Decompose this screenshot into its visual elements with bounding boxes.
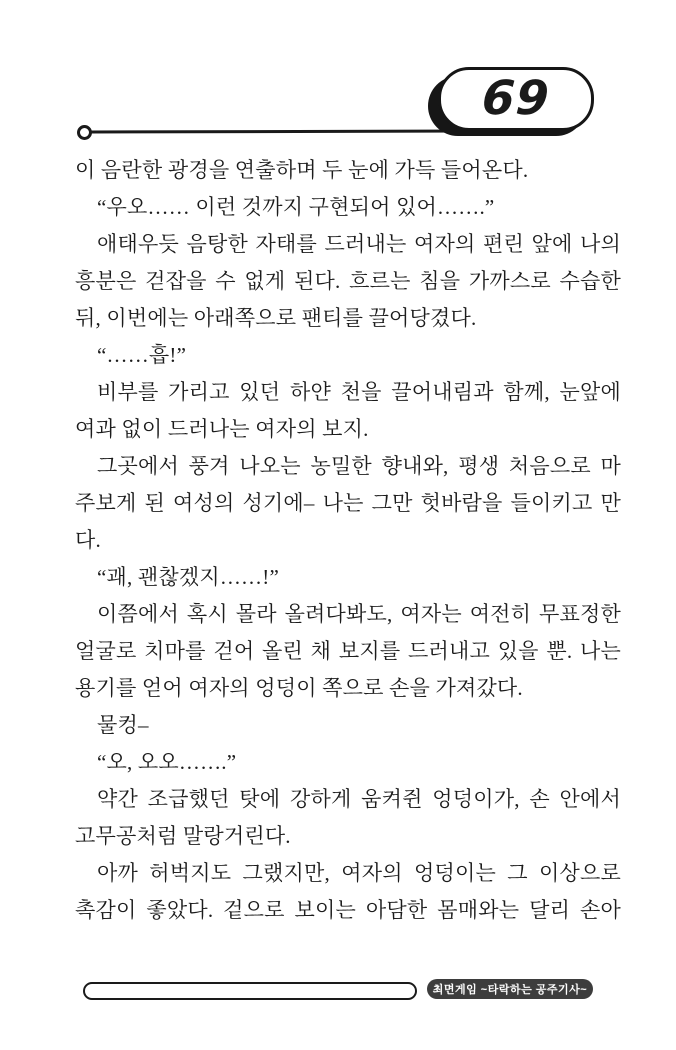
series-title-label: 최면게임 ~타락하는 공주기사~ [432, 984, 588, 996]
body-text [75, 152, 621, 929]
text-line: 촉감이 좋았다. 겉으로 보이는 아담한 몸매와는 달리 손아 [75, 898, 621, 922]
text-line: 다. [75, 528, 101, 552]
text-line: 애태우듯 음탕한 자태를 드러내는 여자의 편린 앞에 나의 [97, 232, 621, 256]
header-rule-line [90, 130, 468, 134]
text-line: “오, 오오…….” [97, 750, 237, 774]
text-line: “우오…… 이런 것까지 구현되어 있어…….” [97, 195, 495, 219]
text-line: 흥분은 걷잡을 수 없게 된다. 흐르는 침을 가까스로 수습한 [75, 269, 621, 293]
text-line: “괘, 괜찮겠지……!” [97, 565, 279, 589]
text-line: 비부를 가리고 있던 하얀 천을 끌어내림과 함께, 눈앞에 [97, 380, 621, 404]
footer-empty-pill [83, 982, 417, 1000]
header-rule-end-ring-icon [77, 125, 92, 140]
text-line: 뒤, 이번에는 아래쪽으로 팬티를 끌어당겼다. [75, 306, 477, 330]
text-line: 용기를 얻어 여자의 엉덩이 쪽으로 손을 가져갔다. [75, 676, 523, 700]
text-line: “……흡!” [97, 343, 187, 367]
text-line: 얼굴로 치마를 걷어 올린 채 보지를 드러내고 있을 뿐. 나는 [75, 639, 621, 663]
text-line: 약간 조급했던 탓에 강하게 움켜쥔 엉덩이가, 손 안에서 [97, 787, 621, 811]
page-number-pill [438, 67, 594, 131]
text-line: 아까 허벅지도 그랬지만, 여자의 엉덩이는 그 이상으로 [97, 861, 621, 885]
text-line: 이 음란한 광경을 연출하며 두 눈에 가득 들어온다. [75, 158, 529, 182]
series-title-badge [427, 979, 593, 999]
text-line: 주보게 된 여성의 성기에– 나는 그만 헛바람을 들이키고 만 [75, 491, 621, 515]
text-line: 이쯤에서 혹시 몰라 올려다봐도, 여자는 여전히 무표정한 [97, 602, 621, 626]
text-line: 물컹– [97, 713, 149, 737]
page-number: 69 [480, 70, 552, 126]
text-line: 고무공처럼 말랑거린다. [75, 824, 291, 848]
text-line: 그곳에서 풍겨 나오는 농밀한 향내와, 평생 처음으로 마 [97, 454, 621, 478]
text-line: 여과 없이 드러나는 여자의 보지. [75, 417, 369, 441]
